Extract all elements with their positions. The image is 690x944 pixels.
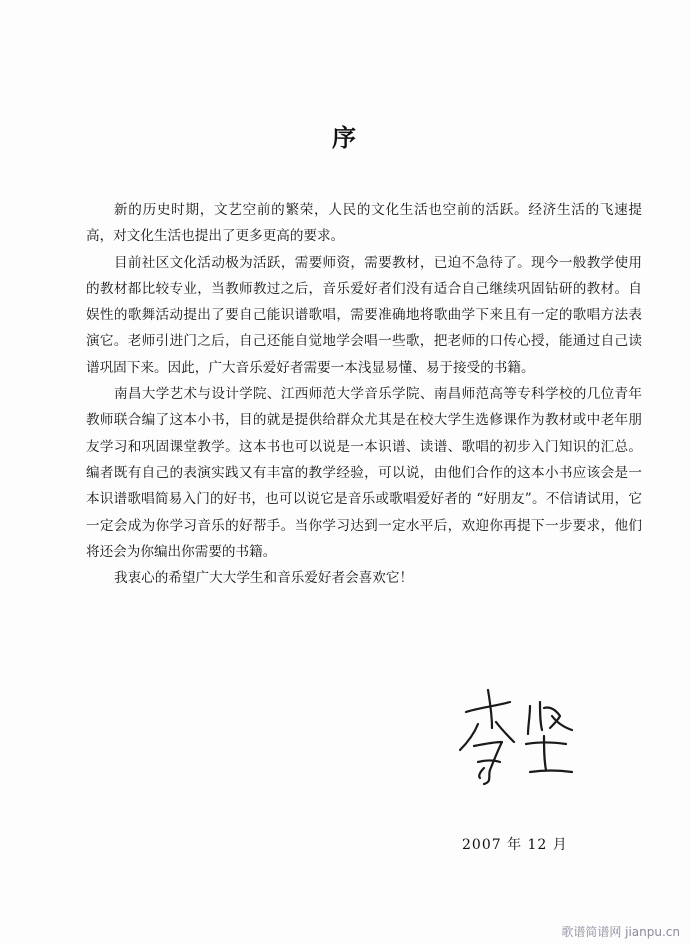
preface-body bbox=[86, 197, 642, 591]
page-title: 序 bbox=[332, 123, 358, 152]
date-line: 2007 年 12 月 bbox=[462, 837, 568, 853]
handwritten-signature bbox=[448, 672, 588, 802]
paragraph-3: 南昌大学艺术与设计学院、江西师范大学音乐学院、南昌师范高等专科学校的几位青年教师联合编了这本小书，目的就是提供给群众尤其是在校大学生选修课作为教材或中老年朋友学习和巩固课堂教学。这本书也可以说是一本识谱、读谱、歌唱的初步入门知识的汇总。编者既有自己的表演实践又有丰富的教学经验，可以说，由他们合作的这本小书应该会是一本识谱歌唱简易入门的好书，也可以说它是音乐或歌唱爱好者的 “好朋友”。不信请试用，它一定会成为你学习音乐的好帮手。当你学习达到一定水平后，欢迎你再提下一步要求，他们将还会为你编出你需要的书籍。 bbox=[86, 386, 642, 560]
paragraph-4: 我衷心的希望广大大学生和音乐爱好者会喜欢它！ bbox=[114, 570, 414, 587]
site-watermark: 歌谱简谱网 jianpu.cn bbox=[561, 925, 680, 939]
signature-drawing bbox=[448, 672, 588, 802]
paragraph-2: 目前社区文化活动极为活跃，需要师资，需要教材，已迫不急待了。现今一般教学使用的教材都比较专业，当教师教过之后，音乐爱好者们没有适合自己继续巩固钻研的教材。自娱性的歌舞活动提出了要自己能识谱歌唱，需要准确地将歌曲学下来且有一定的歌唱方法表演它。老师引进门之后，自己还能自觉地学会唱一些歌，把老师的口传心授，能通过自己读谱巩固下来。因此，广大音乐爱好者需要一本浅显易懂、易于接受的书籍。 bbox=[86, 254, 642, 376]
paragraph-1: 新的历史时期，文艺空前的繁荣，人民的文化生活也空前的活跃。经济生活的飞速提高，对文化生活也提出了更多更高的要求。 bbox=[86, 202, 642, 245]
